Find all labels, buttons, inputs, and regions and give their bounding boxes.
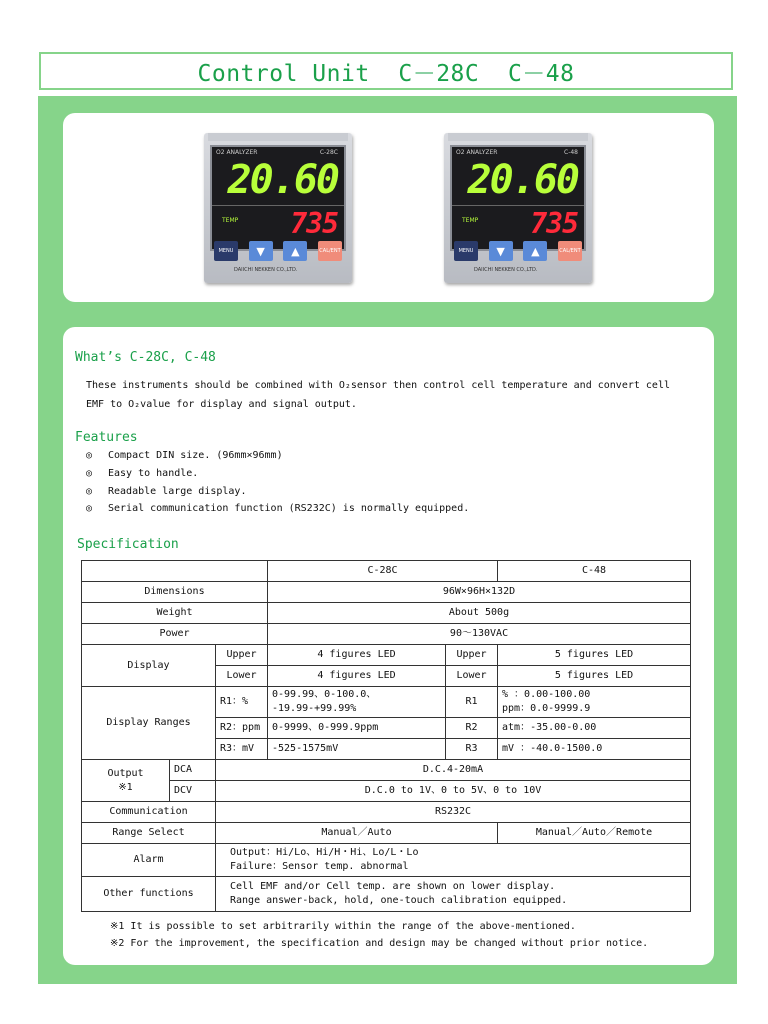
device-c48 — [444, 133, 592, 283]
whats-line-2: EMF to O₂value for display and signal output. — [86, 399, 357, 410]
footnote-1: ※1 It is possible to set arbitrarily within the range of the above-mentioned. — [110, 921, 576, 932]
down-arrow-icon: ▼ — [249, 241, 273, 261]
device-model: C-28C — [319, 149, 338, 156]
bullet-icon: ◎ — [86, 486, 93, 497]
header-c28c: C-28C — [268, 561, 498, 582]
device-buttons — [214, 241, 342, 265]
lower-readout: 735 — [530, 207, 578, 240]
maker-label: DAIICHI NEKKEN CO.,LTD. — [474, 267, 538, 273]
product-photo-panel — [63, 113, 714, 302]
up-arrow-icon: ▲ — [523, 241, 547, 261]
specification-heading: Specification — [77, 537, 179, 552]
table-row: Weight About 500g — [82, 603, 691, 624]
table-row: Display Upper 4 figures LED Upper 5 figures LED — [82, 645, 691, 666]
features-heading: Features — [75, 430, 138, 445]
device-display — [210, 145, 346, 251]
bullet-icon: ◎ — [86, 468, 93, 479]
table-row: Output ※1 DCA D.C.4-20mA — [82, 760, 691, 781]
table-row: Communication RS232C — [82, 802, 691, 823]
device-model: C-48 — [564, 149, 578, 156]
footnote-2: ※2 For the improvement, the specification and design may be changed without prior notice. — [110, 938, 649, 949]
table-row: Lower 4 figures LED Lower 5 figures LED — [82, 666, 691, 687]
lower-readout: 735 — [290, 207, 338, 240]
page-title: Control Unit C－28C C－48 — [197, 60, 575, 87]
device-label: O2 ANALYZER — [456, 149, 498, 156]
feature-item: ◎ Easy to handle. — [86, 465, 198, 483]
table-row: R3：mV -525-1575mV R3 mV ：-40.0-1500.0 — [82, 739, 691, 760]
up-arrow-icon: ▲ — [283, 241, 307, 261]
bullet-icon: ◎ — [86, 450, 93, 461]
device-buttons — [454, 241, 582, 265]
table-row: Alarm Output：Hi/Lo、Hi/H・Hi、Lo/L・Lo Failure：Sensor temp. abnormal — [82, 844, 691, 877]
whats-line-1: These instruments should be combined with O₂sensor then control cell temperature and convert cell — [86, 380, 670, 391]
maker-label: DAIICHI NEKKEN CO.,LTD. — [234, 267, 298, 273]
device-label: O2 ANALYZER — [216, 149, 258, 156]
temp-label: TEMP — [222, 217, 239, 224]
cal-ent-button: CAL/ENT — [318, 241, 342, 261]
page-title-box — [39, 52, 733, 90]
upper-readout: 20.60 — [467, 157, 578, 203]
table-row: Power 90～130VAC — [82, 624, 691, 645]
table-row: Range Select Manual／Auto Manual／Auto／Remote — [82, 823, 691, 844]
table-row: Display Ranges R1：% 0-99.99、0-100.0、 -19.99-+99.99% R1 % ：0.00-100.00 ppm：0.0-9999.9 — [82, 687, 691, 718]
bullet-icon: ◎ — [86, 503, 93, 514]
header-c48: C-48 — [498, 561, 691, 582]
feature-item: ◎ Compact DIN size. (96mm×96mm) — [86, 447, 283, 465]
menu-button: MENU — [214, 241, 238, 261]
device-c28c — [204, 133, 352, 283]
table-row: Dimensions 96W×96H×132D — [82, 582, 691, 603]
table-row: Other functions Cell EMF and/or Cell temp. are shown on lower display. Range answer-back, hold, one-touch calibration equipped. — [82, 877, 691, 912]
table-row: DCV D.C.0 to 1V、0 to 5V、0 to 10V — [82, 781, 691, 802]
temp-label: TEMP — [462, 217, 479, 224]
whats-heading: What’s C-28C, C-48 — [75, 350, 216, 365]
table-row — [82, 561, 691, 582]
table-row: R2：ppm 0-9999、0-999.9ppm R2 atm：-35.00-0.00 — [82, 718, 691, 739]
down-arrow-icon: ▼ — [489, 241, 513, 261]
feature-item: ◎ Readable large display. — [86, 483, 246, 501]
menu-button: MENU — [454, 241, 478, 261]
upper-readout: 20.60 — [227, 157, 338, 203]
specification-table — [81, 560, 691, 912]
device-display — [450, 145, 586, 251]
feature-item: ◎ Serial communication function (RS232C) is normally equipped. — [86, 500, 469, 518]
cal-ent-button: CAL/ENT — [558, 241, 582, 261]
